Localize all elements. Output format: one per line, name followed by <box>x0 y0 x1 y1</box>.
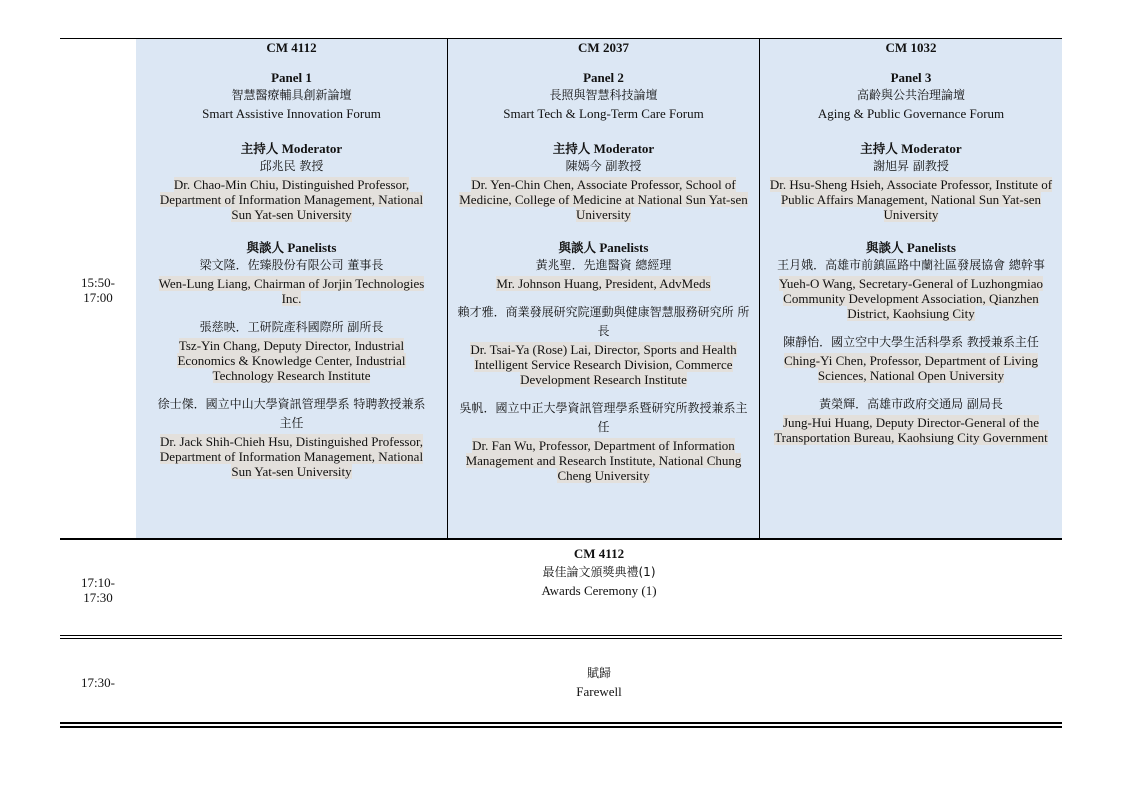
moderator-name-zh: 邱兆民 教授 <box>259 159 324 173</box>
moderator-heading <box>768 140 1054 157</box>
panel-column-2 <box>448 39 759 538</box>
panelists-heading-zh: 與談人 <box>866 240 904 255</box>
panelists-heading <box>456 239 751 256</box>
panelist-name-zh: 吳帆．國立中正大學資訊管理學系暨研究所教授兼系主任 <box>459 401 748 434</box>
awards-block <box>136 546 1062 600</box>
panelist-name-en <box>456 438 751 483</box>
panelist-name-zh: 徐士傑．國立中山大學資訊管理學系 特聘教授兼系主任 <box>157 397 426 430</box>
moderator-heading-en: Moderator <box>901 141 962 156</box>
moderator-heading <box>456 140 751 157</box>
farewell-zh: 賦歸 <box>586 666 611 680</box>
table-bottom-rule-2 <box>60 726 1062 728</box>
panelist-name-zh: 張慈映．工研院產科國際所 副所長 <box>199 320 384 334</box>
panelist-name-en-text: Ching-Yi Chen, Professor, Department of Living Sciences, National Open University <box>783 353 1039 383</box>
awards-time-start: 17:10- <box>81 575 115 590</box>
panelist-name-en-text: Dr. Fan Wu, Professor, Department of Information Management and Research Institute, National Chung Cheng University <box>465 438 742 483</box>
panelists-heading <box>154 239 429 256</box>
panels-bottom-rule <box>60 538 1062 540</box>
panel-title: Panel 1 <box>271 70 312 85</box>
awards-bottom-rule-1 <box>60 635 1062 636</box>
moderator-heading-zh: 主持人 <box>552 141 591 156</box>
panelist <box>768 333 1054 383</box>
moderator-name-zh: 陳嫣今 副教授 <box>565 159 642 173</box>
panelists-heading <box>768 239 1054 256</box>
session-time <box>60 275 136 305</box>
panelist-name-en-text: Mr. Johnson Huang, President, AdvMeds <box>496 276 711 291</box>
panelist-name-en-text: Dr. Tsai-Ya (Rose) Lai, Director, Sports and Health Intelligent Service Research Division, Commerce Development Research Institute <box>470 342 737 387</box>
panel-column-3 <box>760 39 1062 538</box>
panelist <box>456 303 751 387</box>
column-divider <box>759 39 760 538</box>
panelist-name-zh: 陳靜怡．國立空中大學生活科學系 教授兼系主任 <box>783 335 1039 349</box>
panel-title-en: Smart Tech & Long-Term Care Forum <box>503 106 704 121</box>
panelist-name-en <box>154 276 429 306</box>
moderator-name-en <box>456 177 751 222</box>
moderator-name-en <box>768 177 1054 222</box>
moderator-name-en <box>154 177 429 222</box>
moderator-name-en-text: Dr. Yen-Chin Chen, Associate Professor, School of Medicine, College of Medicine at National Sun Yat-sen University <box>459 177 748 222</box>
room-number: CM 2037 <box>578 40 629 55</box>
awards-time <box>60 575 136 605</box>
panelist-name-en <box>154 434 429 479</box>
panelist-name-en-text: Jung-Hui Huang, Deputy Director-General of the Transportation Bureau, Kaohsiung City Government <box>774 415 1048 445</box>
panel-title-zh: 長照與智慧科技論壇 <box>549 88 658 102</box>
panelist <box>456 399 751 483</box>
panelist-name-en-text: Tsz-Yin Chang, Deputy Director, Industrial Economics & Knowledge Center, Industrial Technology Research Institute <box>177 338 406 383</box>
panelist-name-zh: 黃兆聖．先進醫資 總經理 <box>535 258 672 272</box>
panelist-name-en <box>768 415 1054 445</box>
panelist-name-en <box>154 338 429 383</box>
awards-title-zh: 最佳論文頒獎典禮(1) <box>542 565 656 579</box>
panel-title-en: Aging & Public Governance Forum <box>817 106 1005 121</box>
farewell-en: Farewell <box>576 684 622 699</box>
awards-room: CM 4112 <box>573 546 625 561</box>
panelist-name-en-text: Yueh-O Wang, Secretary-General of Luzhongmiao Community Development Association, Qianzhen District, Kaohsiung City <box>778 276 1044 321</box>
panelist <box>768 256 1054 321</box>
table-bottom-rule-1 <box>60 722 1062 724</box>
panelists-heading-zh: 與談人 <box>246 240 285 255</box>
panelist-name-en <box>456 276 751 291</box>
panelist-name-en-text: Dr. Jack Shih-Chieh Hsu, Distinguished Professor, Department of Information Management, National Sun Yat-sen University <box>159 434 424 479</box>
panelists-heading-zh: 與談人 <box>558 240 597 255</box>
panelist <box>154 256 429 306</box>
panelist-name-zh: 王月娥．高雄市前鎮區路中蘭社區發展協會 總幹事 <box>777 258 1045 272</box>
panel-title-zh: 高齡與公共治理論壇 <box>856 88 965 102</box>
moderator-heading-zh: 主持人 <box>240 141 279 156</box>
panelist-name-en <box>768 276 1054 321</box>
panelist <box>154 395 429 479</box>
panel-title: Panel 2 <box>583 70 624 85</box>
panelist <box>768 395 1054 445</box>
moderator-heading-en: Moderator <box>281 141 343 156</box>
awards-bottom-rule-2 <box>60 638 1062 639</box>
panelist-name-zh: 黃榮輝．高雄市政府交通局 副局長 <box>819 397 1003 411</box>
moderator-name-zh: 謝旭昇 副教授 <box>873 159 949 173</box>
session-time-end: 17:00 <box>83 290 113 305</box>
moderator-heading-zh: 主持人 <box>860 141 898 156</box>
room-number: CM 4112 <box>266 40 317 55</box>
panelists-heading-en: Panelists <box>906 240 956 255</box>
room-number: CM 1032 <box>885 40 937 55</box>
session-time-start: 15:50- <box>81 275 115 290</box>
panelists-heading-en: Panelists <box>599 240 649 255</box>
farewell-time: 17:30- <box>81 675 115 690</box>
panel-title-en: Smart Assistive Innovation Forum <box>202 106 381 121</box>
farewell-block <box>136 664 1062 701</box>
panelist-name-zh: 賴才雅．商業發展研究院運動與健康智慧服務研究所 所長 <box>457 305 750 338</box>
moderator-name-en-text: Dr. Chao-Min Chiu, Distinguished Professor, Department of Information Management, National Sun Yat-sen University <box>159 177 424 222</box>
panelist-name-en <box>768 353 1054 383</box>
panelist <box>154 318 429 383</box>
awards-time-end: 17:30 <box>83 590 113 605</box>
panel-column-1 <box>136 39 447 538</box>
panel-title: Panel 3 <box>890 70 932 85</box>
panelist-name-zh: 梁文隆．佐臻股份有限公司 董事長 <box>199 258 384 272</box>
panelists-heading-en: Panelists <box>287 240 337 255</box>
moderator-heading-en: Moderator <box>593 141 655 156</box>
moderator-name-en-text: Dr. Hsu-Sheng Hsieh, Associate Professor, Institute of Public Affairs Management, National Sun Yat-sen University <box>769 177 1053 222</box>
moderator-heading <box>154 140 429 157</box>
panelist-name-en <box>456 342 751 387</box>
panelist-name-en-text: Wen-Lung Liang, Chairman of Jorjin Technologies Inc. <box>158 276 425 306</box>
panelist <box>456 256 751 291</box>
awards-title-en: Awards Ceremony (1) <box>541 583 657 598</box>
panel-title-zh: 智慧醫療輔具創新論壇 <box>231 88 352 102</box>
column-divider <box>447 39 448 538</box>
